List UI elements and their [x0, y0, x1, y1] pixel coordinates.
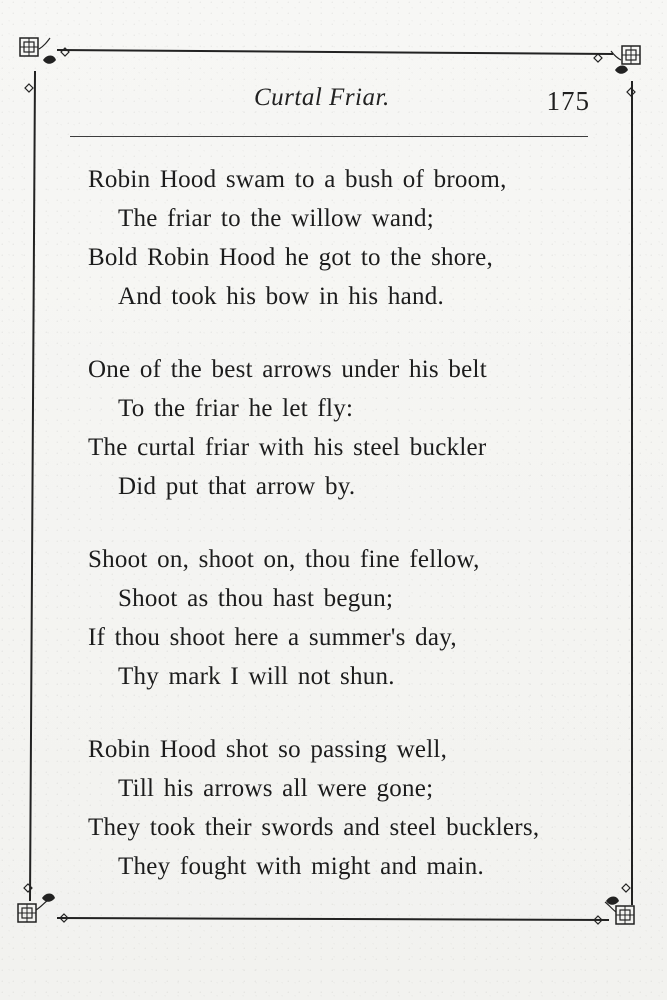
- poem-line: Did put that arrow by.: [118, 473, 356, 500]
- poem-line: They took their swords and steel bucklers,: [88, 814, 540, 841]
- poem-line: They fought with might and main.: [118, 853, 485, 880]
- poem-line: And took his bow in his hand.: [118, 283, 444, 310]
- stanza-3: [88, 540, 588, 696]
- header-rule: [70, 136, 588, 137]
- poem-line: If thou shoot here a summer's day,: [88, 624, 457, 651]
- poem-line: Robin Hood swam to a bush of broom,: [88, 166, 507, 193]
- poem-line: The friar to the willow wand;: [118, 205, 434, 232]
- top-left-corner-icon: [20, 38, 69, 92]
- bottom-left-corner-icon: [18, 884, 68, 922]
- poem-line: Shoot on, shoot on, thou fine fellow,: [88, 546, 480, 573]
- running-title: Curtal Friar.: [254, 84, 390, 111]
- poem-line: Bold Robin Hood he got to the shore,: [88, 244, 493, 271]
- poem-line: Shoot as thou hast begun;: [118, 585, 394, 612]
- stanza-2: [88, 350, 588, 506]
- page-header: [70, 78, 590, 122]
- poem-line: Thy mark I will not shun.: [118, 663, 395, 690]
- poem-line: Till his arrows all were gone;: [118, 775, 434, 802]
- poem-line: The curtal friar with his steel buckler: [88, 434, 487, 461]
- poem-line: To the friar he let fly:: [118, 395, 354, 422]
- page-number: 175: [546, 86, 590, 116]
- poem-line: One of the best arrows under his belt: [88, 356, 487, 383]
- stanza-4: [88, 730, 588, 886]
- stanza-1: [88, 160, 588, 316]
- bottom-right-corner-icon: [594, 884, 634, 924]
- poem-line: Robin Hood shot so passing well,: [88, 736, 448, 763]
- poem-body: [88, 160, 588, 886]
